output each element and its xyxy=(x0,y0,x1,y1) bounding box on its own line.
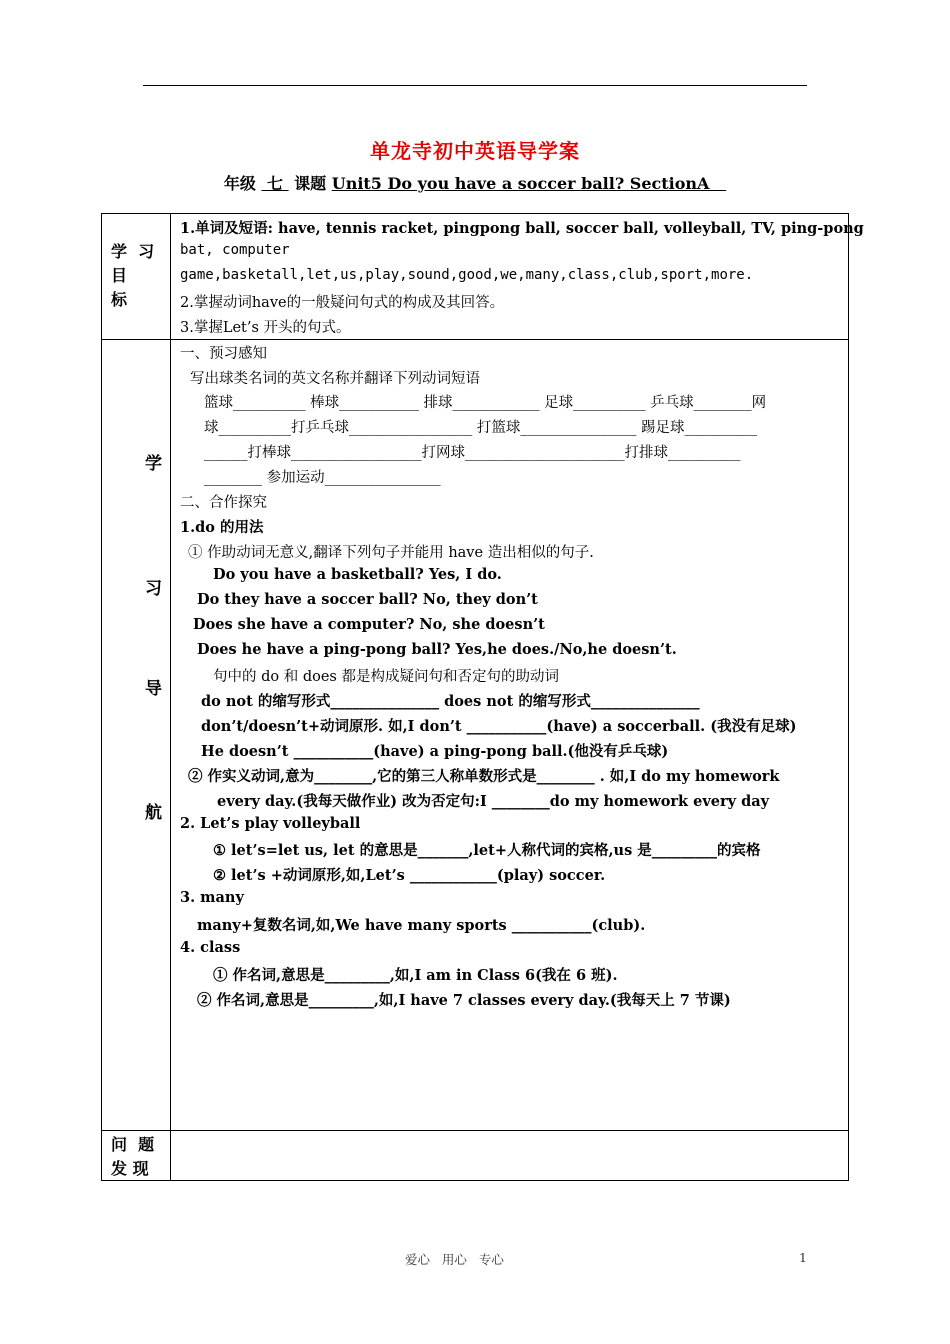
fill-line: ② 作实义动词,意为________,它的第三人称单数形式是________ . 如,I do my homework xyxy=(188,768,780,785)
example-sentence: Does she have a computer? No, she doesn’t xyxy=(193,616,545,633)
guide-label-char: 导 xyxy=(145,679,162,699)
point-text: 句中的 do 和 does 都是构成疑问句和否定句的助动词 xyxy=(213,669,559,685)
section-heading: 一、预习感知 xyxy=(180,346,267,362)
guide-label-char: 航 xyxy=(145,803,162,823)
fill-line: He doesn’t ___________(have) a ping-pong ball.(他没有乒乓球) xyxy=(201,743,669,760)
grade-label: 年级 xyxy=(223,174,256,193)
table-column-divider xyxy=(170,213,171,1181)
topic-value: Unit5 Do you have a soccer ball? SectionA xyxy=(331,174,710,193)
goals-line-4: 2.掌握动词have的一般疑问句式的构成及其回答。 xyxy=(180,295,505,311)
table-row-divider xyxy=(101,339,849,340)
grade-value: 七 xyxy=(266,174,283,193)
section-heading: 二、合作探究 xyxy=(180,495,267,511)
fill-line: do not 的缩写形式_______________ does not 的缩写形式_______________ xyxy=(201,693,700,710)
fill-line: every day.(我每天做作业) 改为否定句:I ________do my homework every day xyxy=(217,793,770,810)
top-rule xyxy=(143,85,807,86)
subtitle xyxy=(0,171,950,194)
fill-line: 篮球__________ 棒球___________ 排球____________ 足球__________ 乒乓球________网 xyxy=(204,395,767,411)
document-title: 单龙寺初中英语导学案 xyxy=(370,139,580,163)
fill-line: many+复数名词,如,We have many sports ___________(club). xyxy=(197,917,646,934)
issues-label: 问 题 发 现 xyxy=(111,1135,155,1178)
example-sentence: Do they have a soccer ball? No, they don’t xyxy=(197,591,538,608)
point-heading: 1.do 的用法 xyxy=(180,519,264,536)
page-number: 1 xyxy=(799,1250,807,1265)
fill-line: 球__________打乒乓球_________________ 打篮球________________ 踢足球__________ xyxy=(204,420,757,436)
point-heading: 3. many xyxy=(180,889,244,906)
goals-line-3: game,basketall,let,us,play,sound,good,we,many,class,club,sport,more. xyxy=(180,267,754,283)
fill-line: don’t/doesn’t+动词原形. 如,I don’t ___________(have) a soccerball. (我没有足球) xyxy=(201,718,797,735)
guide-label-char: 习 xyxy=(145,579,162,599)
fill-line: ② 作名词,意思是_________,如,I have 7 classes every day.(我每天上 7 节课) xyxy=(197,992,731,1009)
goals-line-5: 3.掌握Let’s 开头的句式。 xyxy=(180,320,351,336)
point-heading: 2. Let’s play volleyball xyxy=(180,815,361,832)
goals-label: 学 习 目 标 xyxy=(111,242,155,309)
footer-motto: 爱心 用心 专心 xyxy=(405,1252,504,1267)
fill-line: ________ 参加运动________________ xyxy=(204,470,441,486)
example-sentence: Does he have a ping-pong ball? Yes,he does./No,he doesn’t. xyxy=(197,641,677,658)
instruction: 写出球类名词的英文名称并翻译下列动词短语 xyxy=(190,371,480,387)
point-text: ① 作助动词无意义,翻译下列句子并能用 have 造出相似的句子. xyxy=(188,545,594,561)
fill-line: ① 作名词,意思是_________,如,I am in Class 6(我在 6 班). xyxy=(213,967,618,984)
goals-line-1: 1.单词及短语: have, tennis racket, pingpong ball, soccer ball, volleyball, TV, ping-pong xyxy=(180,220,864,237)
fill-line: ______打棒球__________________打网球______________________打排球__________ xyxy=(204,445,741,461)
fill-line: ② let’s +动词原形,如,Let’s ____________(play) soccer. xyxy=(213,867,606,884)
table-row-divider xyxy=(101,1130,849,1131)
fill-line: ① let’s=let us, let 的意思是_______,let+人称代词的宾格,us 是_________的宾格 xyxy=(213,842,761,859)
guide-label-char: 学 xyxy=(145,454,162,474)
topic-label: 课题 xyxy=(294,174,327,193)
example-sentence: Do you have a basketball? Yes, I do. xyxy=(213,566,502,583)
goals-line-2: bat, computer xyxy=(180,242,290,258)
point-heading: 4. class xyxy=(180,939,241,956)
